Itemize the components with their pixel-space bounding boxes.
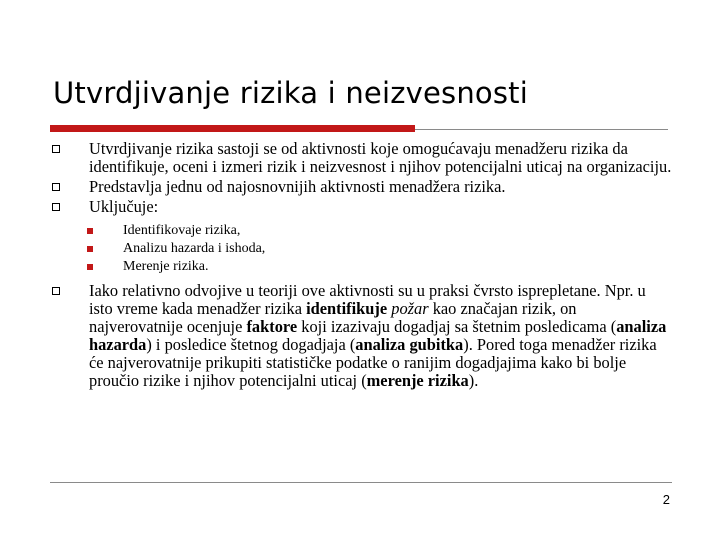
emphasis-analiza-hazarda: analiza hazarda: [89, 317, 667, 354]
filled-square-bullet-icon: [87, 246, 93, 252]
title-accent-bar: [50, 125, 415, 132]
bullet-item: [52, 140, 672, 176]
bullet-text: Uključuje:: [89, 197, 159, 216]
filled-square-bullet-icon: [87, 264, 93, 270]
footer-rule: [50, 482, 672, 483]
bullet-text-part: koji izazivaju dogadjaj sa štetnim posledicama (: [297, 317, 617, 336]
bullet-text-part: ). Pored toga menadžer rizika će najverovatnije prikupiti statističke podatke o ranijim dogadjajima kako bi bolje proučio rizike i njihov potencijalni uticaj (: [89, 335, 657, 390]
emphasis-identifikuje: identifikuje: [306, 299, 388, 318]
hollow-square-bullet-icon: [52, 183, 60, 191]
bullet-text: Utvrdjivanje rizika sastoji se od aktivnosti koje omogućavaju menadžeru rizika da identifikuje, oceni i izmeri rizik i neizvesnost i njihov potencijalni uticaj na organizaciju.: [89, 139, 672, 176]
emphasis-merenje-rizika: merenje rizika: [366, 371, 469, 390]
sub-bullet-text: Analizu hazarda i ishoda,: [123, 241, 266, 256]
sub-bullet-item: [52, 258, 672, 276]
bullet-text-part: Iako relativno odvojive u teoriji ove aktivnosti su u praksi čvrsto isprepletane. Npr. u isto vreme kada menadžer rizika: [89, 281, 646, 318]
sub-bullet-text: Identifikovaje rizika,: [123, 223, 241, 238]
hollow-square-bullet-icon: [52, 145, 60, 153]
bullet-text: Predstavlja jednu od najosnovnijih aktivnosti menadžera rizika.: [89, 177, 506, 196]
emphasis-faktore: faktore: [246, 317, 298, 336]
sub-bullet-text: Merenje rizika.: [123, 259, 209, 274]
title-underline: [50, 125, 668, 135]
hollow-square-bullet-icon: [52, 203, 60, 211]
sub-bullet-item: [52, 222, 672, 240]
bullet-text-part: ).: [468, 371, 479, 390]
filled-square-bullet-icon: [87, 228, 93, 234]
slide-body: [52, 140, 672, 392]
page-number: 2: [662, 492, 670, 507]
bullet-text-part: kao značajan rizik, on najverovatnije ocenjuje: [89, 299, 577, 336]
slide-title: Utvrdjivanje rizika i neizvesnosti: [53, 76, 529, 110]
bullet-item: [52, 178, 672, 196]
emphasis-analiza-gubitka: analiza gubitka: [355, 335, 464, 354]
emphasis-pozar: požar: [391, 299, 429, 318]
bullet-item: [52, 282, 672, 390]
hollow-square-bullet-icon: [52, 287, 60, 295]
sub-bullet-item: [52, 240, 672, 258]
bullet-text-part: ) i posledice štetnog dogadjaja (: [146, 335, 356, 354]
sub-bullet-list: [52, 222, 672, 276]
bullet-item: [52, 198, 672, 216]
